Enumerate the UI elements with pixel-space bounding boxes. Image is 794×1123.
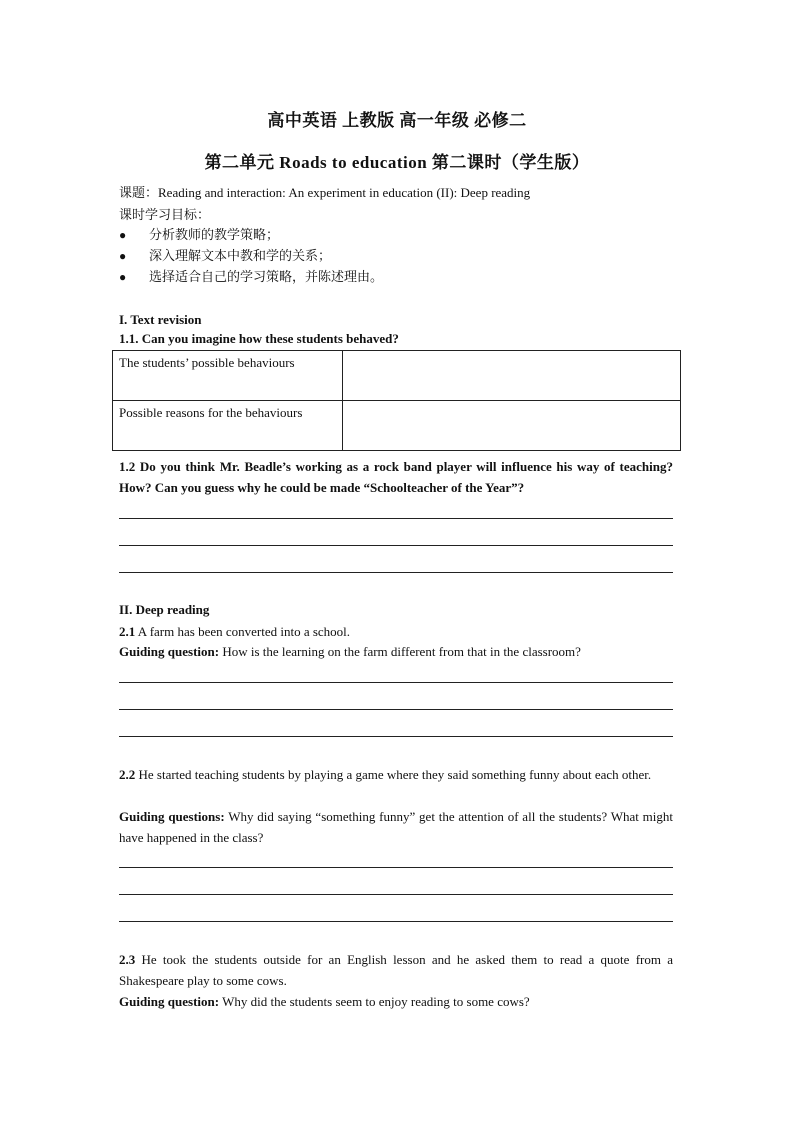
answer-line[interactable] [119, 682, 673, 683]
item-number: 2.1 [119, 624, 136, 639]
objective-item [119, 267, 383, 287]
item-text: He started teaching students by playing a game where they said something funny about each other. [135, 767, 652, 782]
answer-cell[interactable] [343, 401, 681, 451]
item-2-3-guiding-question [119, 991, 673, 1012]
table-row [113, 351, 681, 401]
table-row-label: The students’ possible behaviours [113, 351, 343, 401]
objective-item [119, 225, 279, 245]
lesson-title: 第二单元 Roads to education 第二课时（学生版） [204, 153, 590, 172]
item-number: 2.3 [119, 952, 136, 967]
guide-text: Why did saying “something funny” get the attention of all the students? What might have happened in the class? [119, 809, 673, 845]
answer-cell[interactable] [343, 351, 681, 401]
guide-label: Guiding question: [119, 644, 220, 659]
bullet-icon: ● [119, 228, 127, 242]
item-2-3-statement [119, 949, 673, 991]
item-number: 2.2 [119, 767, 136, 782]
item-2-2-statement [119, 764, 673, 785]
bullet-icon: ● [119, 249, 127, 263]
worksheet-title: 高中英语 上教版 高一年级 必修二 [267, 111, 527, 130]
table-row [113, 401, 681, 451]
section1-heading: I. Text revision [119, 312, 202, 327]
answer-line[interactable] [119, 545, 673, 546]
item-2-1-guiding-question [119, 641, 673, 662]
objective-text: 深入理解文本中教和学的关系； [149, 248, 332, 263]
answer-line[interactable] [119, 572, 673, 573]
item-2-2-guiding-question [119, 806, 673, 848]
guide-label: Guiding questions: [119, 809, 225, 824]
guide-label: Guiding question: [119, 994, 220, 1009]
question-1-2: 1.2 Do you think Mr. Beadle’s working as a rock band player will influence his way of teaching? How? Can you guess why he could be made “Schoolteacher of the Year”? [119, 459, 673, 495]
table-row-label: Possible reasons for the behaviours [113, 401, 343, 451]
item-text: He took the students outside for an English lesson and he asked them to read a quote from a Shakespeare play to some cows. [119, 952, 673, 988]
section2-heading: II. Deep reading [119, 602, 210, 617]
objective-text: 分析教师的教学策略； [149, 227, 280, 242]
guide-text: Why did the students seem to enjoy reading to some cows? [219, 994, 530, 1009]
objectives-label: 课时学习目标： [119, 207, 211, 222]
answer-line[interactable] [119, 709, 673, 710]
objective-text: 选择适合自己的学习策略，并陈述理由。 [149, 269, 384, 284]
lesson-topic: 课题：Reading and interaction: An experiment in education (II): Deep reading [119, 185, 531, 200]
answer-line[interactable] [119, 921, 673, 922]
answer-line[interactable] [119, 894, 673, 895]
answer-line[interactable] [119, 867, 673, 868]
behaviour-table [112, 350, 681, 451]
question-1-1: 1.1. Can you imagine how these students behaved? [119, 331, 399, 346]
item-2-1-statement [119, 621, 673, 642]
answer-line[interactable] [119, 518, 673, 519]
item-text: A farm has been converted into a school. [135, 624, 351, 639]
bullet-icon: ● [119, 270, 127, 284]
objective-item [119, 246, 331, 266]
answer-line[interactable] [119, 736, 673, 737]
guide-text: How is the learning on the farm different from that in the classroom? [219, 644, 581, 659]
